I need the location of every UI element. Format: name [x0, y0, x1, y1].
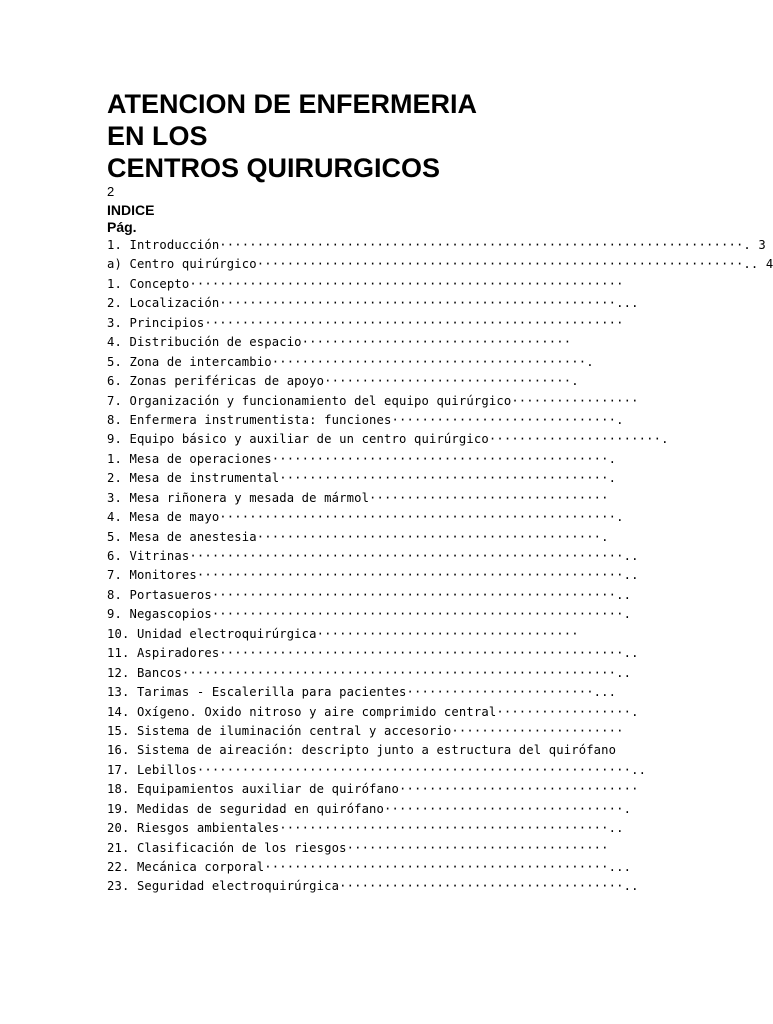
- toc-entry: 1. Mesa de operaciones·············································.: [107, 451, 617, 466]
- toc-entry: 8. Portasueros······················································..: [107, 587, 632, 602]
- toc-entry: 9. Negascopios·······················································.: [107, 607, 632, 622]
- toc-entry: 11. Aspiradores······················································..: [107, 646, 639, 661]
- toc-entry: 7. Organización y funcionamiento del equipo quirúrgico·················: [107, 393, 639, 408]
- toc-entry: 7. Monitores·························································..: [107, 568, 639, 583]
- toc-entry: 3. Principios························································: [107, 315, 624, 330]
- title-line-3: CENTROS QUIRURGICOS: [107, 153, 441, 183]
- index-heading: INDICE: [107, 202, 155, 218]
- title-line-1: ATENCION DE ENFERMERIA: [107, 89, 478, 119]
- toc-entry: 22. Mecánica corporal··············································...: [107, 860, 632, 874]
- page-number: 2: [107, 184, 115, 199]
- toc-entry: 1. Concepto··························································: [107, 276, 624, 291]
- toc-entry: 5. Zona de intercambio··········································.: [107, 354, 594, 369]
- toc-entry: 21. Clasificación de los riesgos···································: [107, 840, 609, 855]
- toc-entry: 17. Lebillos··························································..: [107, 762, 647, 777]
- toc-entry: a) Centro quirúrgico·································································.. 4: [107, 257, 773, 272]
- toc-entry: 10. Unidad electroquirúrgica···································: [107, 626, 579, 641]
- toc-entry: 19. Medidas de seguridad en quirófano································.: [107, 801, 632, 816]
- toc-entry: 4. Distribución de espacio····································: [107, 335, 572, 350]
- toc-entry: 14. Oxígeno. Oxido nitroso y aire comprimido central··················.: [107, 704, 639, 719]
- table-of-contents: [107, 236, 773, 897]
- toc-entry: 3. Mesa riñonera y mesada de mármol································: [107, 490, 609, 505]
- toc-entry: 6. Zonas periféricas de apoyo·································.: [107, 374, 579, 389]
- toc-entry: 13. Tarimas - Escalerilla para pacientes·························...: [107, 685, 617, 700]
- toc-entry: 16. Sistema de aireación: descripto junto a estructura del quirófano: [107, 743, 617, 758]
- toc-entry: 2. Mesa de instrumental············································.: [107, 471, 617, 486]
- document-title: [107, 88, 477, 184]
- page-column-heading: Pág.: [107, 219, 137, 235]
- toc-entry: 8. Enfermera instrumentista: funciones······························.: [107, 412, 624, 427]
- toc-entry: 12. Bancos··························································..: [107, 665, 632, 680]
- toc-entry: 5. Mesa de anestesia··············································.: [107, 529, 609, 544]
- toc-entry: 20. Riesgos ambientales············································..: [107, 821, 624, 836]
- toc-entry: 4. Mesa de mayo·····················································.: [107, 510, 624, 525]
- toc-entry: 1. Introducción······································································. 3: [107, 238, 766, 252]
- title-line-2: EN LOS: [107, 121, 208, 151]
- toc-entry: 6. Vitrinas··························································..: [107, 549, 639, 563]
- toc-entry: 15. Sistema de iluminación central y accesorio·······················: [107, 723, 624, 738]
- toc-entry: 9. Equipo básico y auxiliar de un centro quirúrgico·······················.: [107, 432, 669, 447]
- toc-entry: 18. Equipamientos auxiliar de quirófano································: [107, 782, 639, 797]
- toc-entry: 23. Seguridad electroquirúrgica······································..: [107, 879, 639, 894]
- toc-entry: 2. Localización·····················································...: [107, 296, 639, 311]
